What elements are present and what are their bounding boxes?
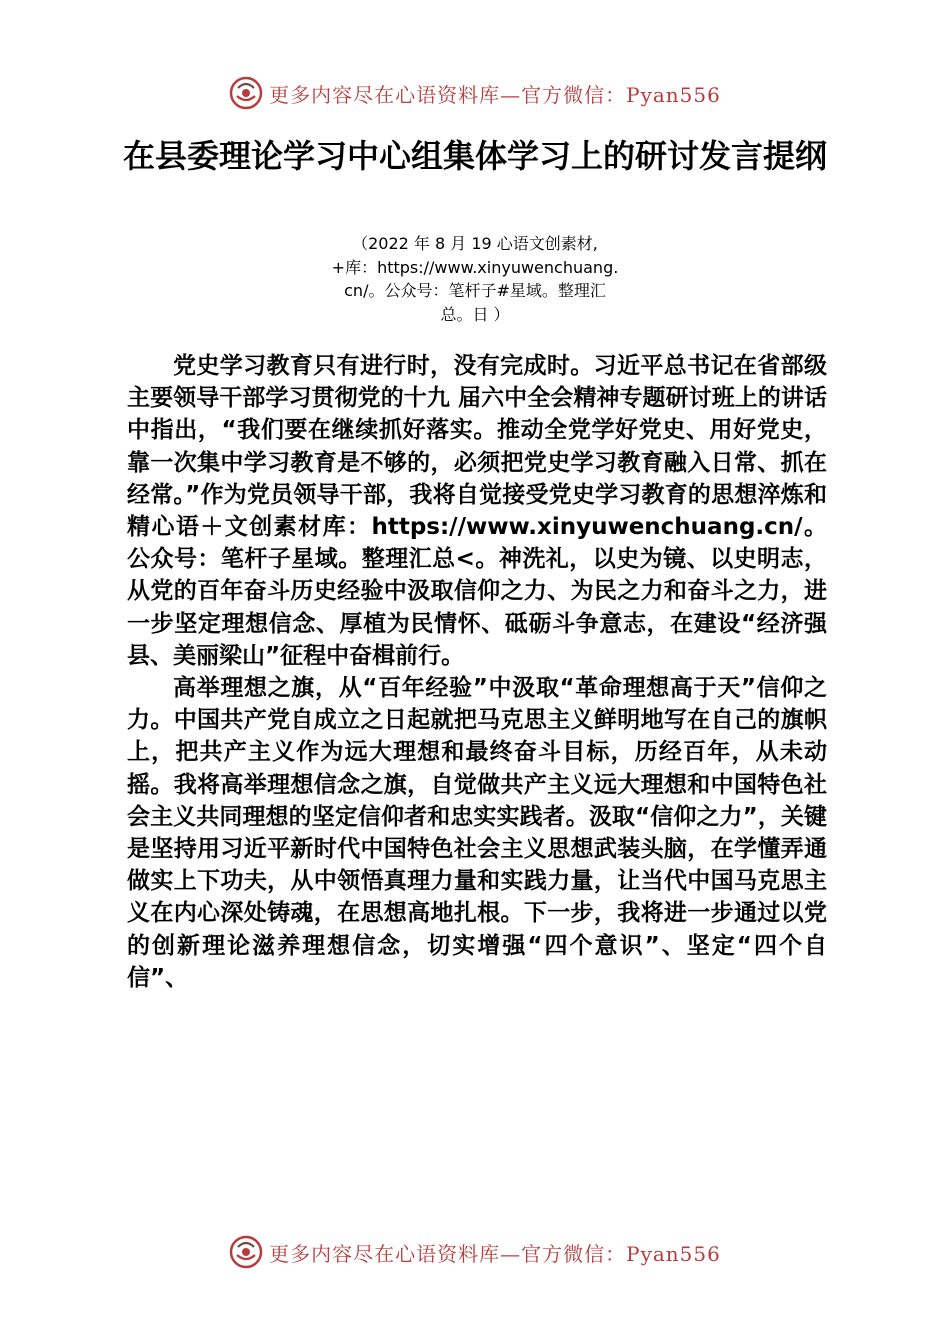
header-banner-text: 更多内容尽在心语资料库—官方微信：Pyan556 [269, 82, 721, 107]
document-body [127, 350, 827, 994]
body-paragraph: 党史学习教育只有进行时，没有完成时。习近平总书记在省部级主要领导干部学习贯彻党的十九 届六中全会精神专题研讨班上的讲话中指出，“我们要在继续抓好落实。推动全党学好党史、用好党史，靠一次集中学习教育是不够的，必须把党史学习教育融入日常、抓在经常。”作为党员领导干部，我将自觉接受党史学习教育的思想淬炼和精心语＋文创素材库：https://www.xinyuwenchuang.cn/。公众号：笔杆子星域。整理汇总<。神洗礼，以史为镜、以史明志，从党的百年奋斗历史经验中汲取信仰之力、为民之力和奋斗之力，进一步坚定理想信念、厚植为民情怀、砥砺斗争意志，在建设“经济强县、美丽梁山”征程中奋楫前行。 [127, 353, 827, 669]
xinyu-logo-icon [229, 1235, 263, 1269]
xinyu-logo-icon [229, 76, 263, 110]
source-note: （2022 年 8 月 19 心语文创素材,+库：https://www.xinyuwenchuang.cn/。公众号：笔杆子#星域。整理汇总。日 ） [331, 234, 619, 324]
footer-banner-text: 更多内容尽在心语资料库—官方微信：Pyan556 [269, 1241, 721, 1266]
document-title: 在县委理论学习中心组集体学习上的研讨发言提纲 [122, 137, 827, 175]
body-paragraph: 高举理想之旗，从“百年经验”中汲取“革命理想高于天”信仰之力。中国共产党自成立之日起就把马克思主义鲜明地写在自己的旗帜上，把共产主义作为远大理想和最终奋斗目标，历经百年，从未动摇。我将高举理想信念之旗，自觉做共产主义远大理想和中国特色社会主义共同理想的坚定信仰者和忠实实践者。汲取“信仰之力”，关键是坚持用习近平新时代中国特色社会主义思想武装头脑，在学懂弄通做实上下功夫，从中领悟真理力量和实践力量，让当代中国马克思主义在内心深处铸魂，在思想高地扎根。下一步，我将进一步通过以党的创新理论滋养理想信念，切实增强“四个意识”、坚定“四个自信”、 [127, 675, 827, 991]
header-banner [0, 73, 950, 113]
footer-banner [0, 1232, 950, 1272]
